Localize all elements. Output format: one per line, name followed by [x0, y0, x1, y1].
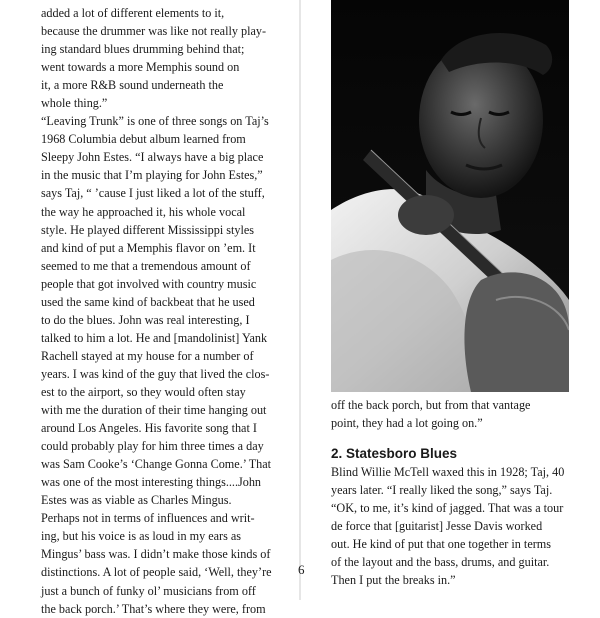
- musician-photo-illustration: [331, 0, 569, 392]
- text-line: “OK, to me, it’s kind of jagged. That was a tour: [331, 501, 564, 515]
- section-heading: 2. Statesboro Blues: [331, 446, 458, 461]
- text-line: in the music that I’m playing for John Estes,”: [41, 168, 263, 183]
- text-line: people that got involved with country music: [41, 276, 257, 291]
- text-line: and kind of put a Memphis flavor on ’em. It: [41, 240, 256, 255]
- text-line: out. He kind of put that one together in terms: [331, 537, 552, 551]
- page-number: 6: [298, 562, 305, 577]
- text-line: of the layout and the bass, drums, and guitar.: [331, 555, 550, 569]
- text-line: Then I put the breaks in.”: [331, 573, 456, 587]
- text-line: was Sam Cooke’s ‘Change Gonna Come.’ That: [41, 457, 272, 472]
- text-line: whole thing.”: [41, 96, 108, 111]
- text-line: est to the airport, so they would often stay: [41, 384, 246, 399]
- text-line: used the same kind of backbeat that he used: [41, 294, 255, 309]
- text-line: ing standard blues drumming behind that;: [41, 42, 245, 57]
- text-line: around Los Angeles. His favorite song that I: [41, 421, 257, 436]
- text-line: 1968 Columbia debut album learned from: [41, 132, 246, 147]
- text-line: to do the blues. John was real interesting, I: [41, 312, 250, 327]
- text-line: years later. “I really liked the song,” says Taj.: [331, 483, 553, 497]
- text-line: point, they had a lot going on.”: [331, 416, 483, 430]
- text-line: talked to him a lot. He and [mandolinist] Yank: [41, 330, 268, 345]
- text-line: “Leaving Trunk” is one of three songs on Taj’s: [41, 114, 269, 129]
- right-text-column: [331, 396, 581, 589]
- text-line: Blind Willie McTell waxed this in 1928; Taj, 40: [331, 465, 565, 479]
- text-line: Mingus’ bass was. I didn’t make those kinds of: [41, 547, 271, 562]
- left-text-column: [41, 4, 287, 618]
- text-line: the way he approached it, his whole vocal: [41, 204, 246, 219]
- musician-photo: [331, 0, 569, 392]
- text-line: distinctions. A lot of people said, ‘Well, they’re: [41, 565, 272, 580]
- text-line: says Taj, “ ’cause I just liked a lot of the stuff,: [41, 186, 265, 201]
- text-line: Perhaps not in terms of influences and writ-: [41, 511, 255, 526]
- text-line: seemed to me that a tremendous amount of: [41, 258, 251, 273]
- text-line: ing, but his voice is as loud in my ears as: [41, 529, 242, 544]
- text-line: it, a more R&B sound underneath the: [41, 78, 224, 93]
- text-line: Rachell stayed at my house for a number of: [41, 348, 254, 363]
- text-line: just a bunch of funky ol’ musicians from off: [41, 583, 256, 598]
- center-gutter: [299, 0, 301, 600]
- text-line: style. He played different Mississippi styles: [41, 222, 255, 237]
- text-line: de force that [guitarist] Jesse Davis worked: [331, 519, 543, 533]
- text-line: Sleepy John Estes. “I always have a big place: [41, 150, 264, 165]
- text-line: off the back porch, but from that vantage: [331, 398, 531, 412]
- text-line: years. I was kind of the guy that lived the clos-: [41, 366, 270, 381]
- text-line: could probably play for him three times a day: [41, 439, 264, 454]
- text-line: Estes was as viable as Charles Mingus.: [41, 493, 232, 508]
- text-line: because the drummer was like not really play-: [41, 24, 267, 39]
- text-line: with me the duration of their time hanging out: [41, 403, 267, 418]
- text-line: went towards a more Memphis sound on: [41, 60, 240, 75]
- text-line: was one of the most interesting things....John: [41, 475, 262, 490]
- text-line: the back porch.’ That’s where they were, from: [41, 601, 266, 616]
- text-line: added a lot of different elements to it,: [41, 6, 225, 20]
